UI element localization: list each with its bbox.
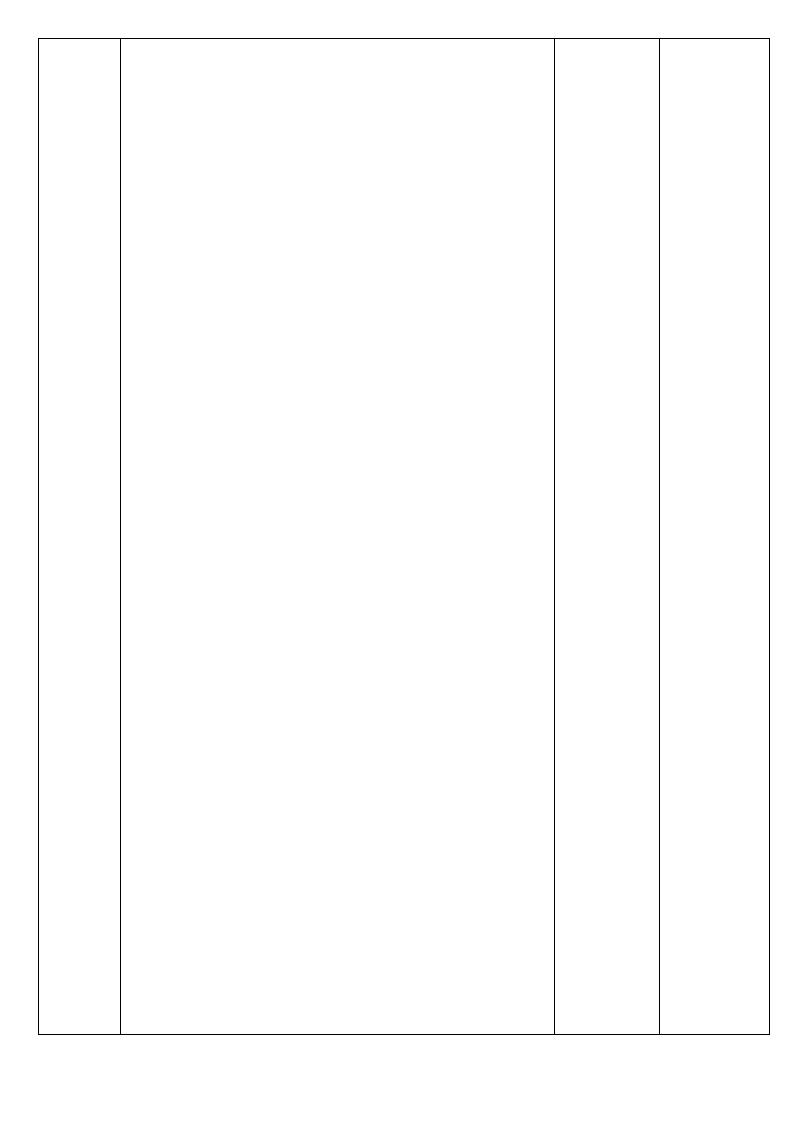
lesson-content [126, 40, 550, 228]
column-divider [554, 39, 555, 1034]
climate-charts [126, 40, 550, 228]
column-divider [120, 39, 121, 1034]
column-divider [659, 39, 660, 1034]
